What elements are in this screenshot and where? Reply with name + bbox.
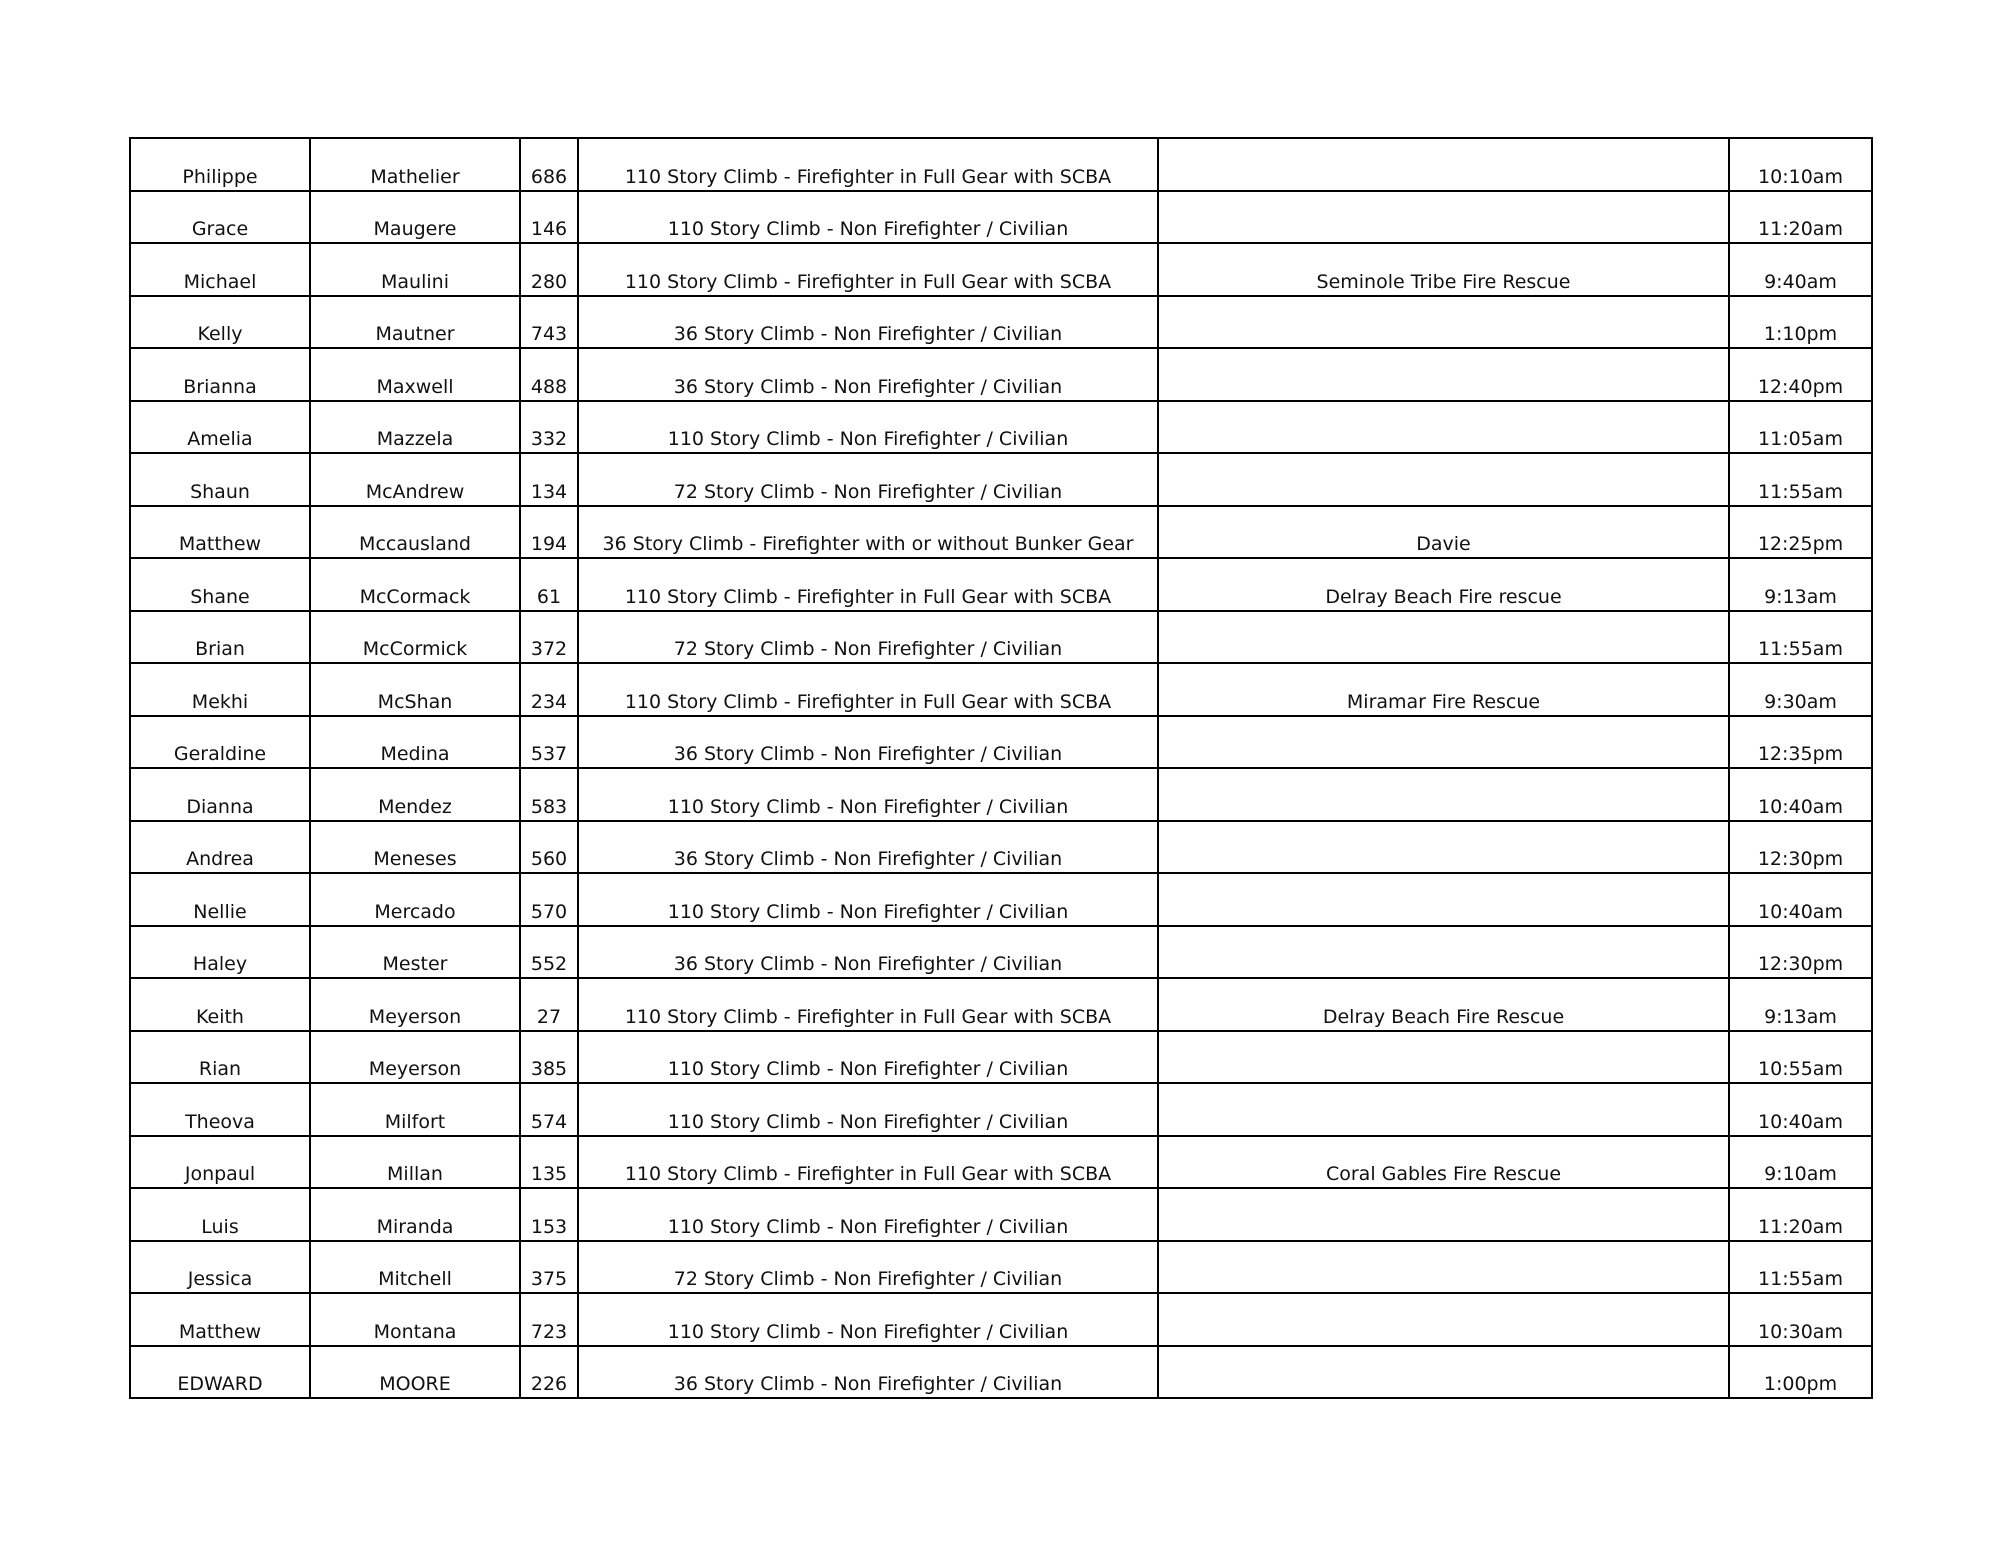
- first-name-cell: Shaun: [130, 453, 310, 506]
- table-row: [130, 1346, 1872, 1399]
- event-cell: 110 Story Climb - Firefighter in Full Gear with SCBA: [578, 978, 1158, 1031]
- first-name-cell: Keith: [130, 978, 310, 1031]
- last-name-cell: MOORE: [310, 1346, 520, 1399]
- start-time-cell: 9:10am: [1729, 1136, 1872, 1189]
- event-cell: 110 Story Climb - Non Firefighter / Civilian: [578, 873, 1158, 926]
- event-cell: 36 Story Climb - Non Firefighter / Civilian: [578, 716, 1158, 769]
- first-name-cell: Mekhi: [130, 663, 310, 716]
- event-cell: 110 Story Climb - Non Firefighter / Civilian: [578, 191, 1158, 244]
- department-cell: [1158, 191, 1729, 244]
- department-cell: Davie: [1158, 506, 1729, 559]
- first-name-cell: Andrea: [130, 821, 310, 874]
- start-time-cell: 10:10am: [1729, 138, 1872, 191]
- last-name-cell: Milfort: [310, 1083, 520, 1136]
- department-cell: [1158, 821, 1729, 874]
- first-name-cell: Dianna: [130, 768, 310, 821]
- event-cell: 110 Story Climb - Non Firefighter / Civilian: [578, 1293, 1158, 1346]
- department-cell: Delray Beach Fire Rescue: [1158, 978, 1729, 1031]
- bib-number-cell: 134: [520, 453, 578, 506]
- event-cell: 110 Story Climb - Non Firefighter / Civilian: [578, 1031, 1158, 1084]
- event-cell: 110 Story Climb - Firefighter in Full Gear with SCBA: [578, 663, 1158, 716]
- bib-number-cell: 135: [520, 1136, 578, 1189]
- bib-number-cell: 560: [520, 821, 578, 874]
- start-time-cell: 9:30am: [1729, 663, 1872, 716]
- bib-number-cell: 570: [520, 873, 578, 926]
- table-row: [130, 1031, 1872, 1084]
- department-cell: [1158, 1293, 1729, 1346]
- start-time-cell: 11:55am: [1729, 1241, 1872, 1294]
- table-row: [130, 138, 1872, 191]
- event-cell: 36 Story Climb - Non Firefighter / Civilian: [578, 926, 1158, 979]
- start-time-cell: 12:30pm: [1729, 821, 1872, 874]
- bib-number-cell: 234: [520, 663, 578, 716]
- table-row: [130, 296, 1872, 349]
- participant-table: [129, 137, 1873, 1399]
- event-cell: 110 Story Climb - Firefighter in Full Gear with SCBA: [578, 558, 1158, 611]
- table-row: [130, 1293, 1872, 1346]
- last-name-cell: Millan: [310, 1136, 520, 1189]
- first-name-cell: Amelia: [130, 401, 310, 454]
- table-row: [130, 716, 1872, 769]
- table-row: [130, 1188, 1872, 1241]
- first-name-cell: EDWARD: [130, 1346, 310, 1399]
- department-cell: [1158, 611, 1729, 664]
- table-row: [130, 663, 1872, 716]
- last-name-cell: McCormick: [310, 611, 520, 664]
- last-name-cell: Mathelier: [310, 138, 520, 191]
- start-time-cell: 10:40am: [1729, 873, 1872, 926]
- table-row: [130, 873, 1872, 926]
- department-cell: Seminole Tribe Fire Rescue: [1158, 243, 1729, 296]
- bib-number-cell: 385: [520, 1031, 578, 1084]
- bib-number-cell: 686: [520, 138, 578, 191]
- event-cell: 110 Story Climb - Non Firefighter / Civilian: [578, 1188, 1158, 1241]
- table-row: [130, 926, 1872, 979]
- table-row: [130, 243, 1872, 296]
- bib-number-cell: 332: [520, 401, 578, 454]
- start-time-cell: 11:05am: [1729, 401, 1872, 454]
- department-cell: [1158, 768, 1729, 821]
- first-name-cell: Luis: [130, 1188, 310, 1241]
- event-cell: 72 Story Climb - Non Firefighter / Civilian: [578, 1241, 1158, 1294]
- event-cell: 36 Story Climb - Non Firefighter / Civilian: [578, 296, 1158, 349]
- start-time-cell: 12:40pm: [1729, 348, 1872, 401]
- first-name-cell: Shane: [130, 558, 310, 611]
- event-cell: 110 Story Climb - Firefighter in Full Gear with SCBA: [578, 138, 1158, 191]
- bib-number-cell: 61: [520, 558, 578, 611]
- bib-number-cell: 375: [520, 1241, 578, 1294]
- event-cell: 110 Story Climb - Non Firefighter / Civilian: [578, 768, 1158, 821]
- department-cell: [1158, 1188, 1729, 1241]
- table-row: [130, 768, 1872, 821]
- event-cell: 36 Story Climb - Non Firefighter / Civilian: [578, 821, 1158, 874]
- bib-number-cell: 146: [520, 191, 578, 244]
- first-name-cell: Matthew: [130, 1293, 310, 1346]
- table-row: [130, 453, 1872, 506]
- event-cell: 72 Story Climb - Non Firefighter / Civilian: [578, 453, 1158, 506]
- last-name-cell: Meneses: [310, 821, 520, 874]
- last-name-cell: McAndrew: [310, 453, 520, 506]
- department-cell: Delray Beach Fire rescue: [1158, 558, 1729, 611]
- department-cell: [1158, 1031, 1729, 1084]
- start-time-cell: 12:25pm: [1729, 506, 1872, 559]
- table-row: [130, 558, 1872, 611]
- table-row: [130, 348, 1872, 401]
- table-row: [130, 401, 1872, 454]
- table-row: [130, 1083, 1872, 1136]
- department-cell: [1158, 401, 1729, 454]
- last-name-cell: Meyerson: [310, 978, 520, 1031]
- start-time-cell: 12:30pm: [1729, 926, 1872, 979]
- first-name-cell: Jessica: [130, 1241, 310, 1294]
- start-time-cell: 12:35pm: [1729, 716, 1872, 769]
- start-time-cell: 11:20am: [1729, 1188, 1872, 1241]
- table-row: [130, 1136, 1872, 1189]
- table-row: [130, 978, 1872, 1031]
- first-name-cell: Jonpaul: [130, 1136, 310, 1189]
- last-name-cell: Maulini: [310, 243, 520, 296]
- start-time-cell: 1:00pm: [1729, 1346, 1872, 1399]
- department-cell: [1158, 1346, 1729, 1399]
- last-name-cell: Mazzela: [310, 401, 520, 454]
- first-name-cell: Nellie: [130, 873, 310, 926]
- bib-number-cell: 194: [520, 506, 578, 559]
- start-time-cell: 10:40am: [1729, 1083, 1872, 1136]
- last-name-cell: McShan: [310, 663, 520, 716]
- first-name-cell: Matthew: [130, 506, 310, 559]
- first-name-cell: Theova: [130, 1083, 310, 1136]
- start-time-cell: 1:10pm: [1729, 296, 1872, 349]
- start-time-cell: 9:40am: [1729, 243, 1872, 296]
- start-time-cell: 10:30am: [1729, 1293, 1872, 1346]
- start-time-cell: 10:55am: [1729, 1031, 1872, 1084]
- last-name-cell: Meyerson: [310, 1031, 520, 1084]
- bib-number-cell: 537: [520, 716, 578, 769]
- first-name-cell: Haley: [130, 926, 310, 979]
- department-cell: [1158, 453, 1729, 506]
- participant-table-body: [130, 138, 1872, 1398]
- start-time-cell: 10:40am: [1729, 768, 1872, 821]
- last-name-cell: Maxwell: [310, 348, 520, 401]
- event-cell: 110 Story Climb - Firefighter in Full Gear with SCBA: [578, 1136, 1158, 1189]
- first-name-cell: Brian: [130, 611, 310, 664]
- bib-number-cell: 280: [520, 243, 578, 296]
- last-name-cell: Miranda: [310, 1188, 520, 1241]
- last-name-cell: McCormack: [310, 558, 520, 611]
- bib-number-cell: 552: [520, 926, 578, 979]
- start-time-cell: 11:55am: [1729, 453, 1872, 506]
- event-cell: 72 Story Climb - Non Firefighter / Civilian: [578, 611, 1158, 664]
- bib-number-cell: 723: [520, 1293, 578, 1346]
- department-cell: Coral Gables Fire Rescue: [1158, 1136, 1729, 1189]
- department-cell: [1158, 926, 1729, 979]
- first-name-cell: Rian: [130, 1031, 310, 1084]
- department-cell: [1158, 138, 1729, 191]
- start-time-cell: 9:13am: [1729, 978, 1872, 1031]
- department-cell: [1158, 348, 1729, 401]
- first-name-cell: Kelly: [130, 296, 310, 349]
- event-cell: 110 Story Climb - Firefighter in Full Gear with SCBA: [578, 243, 1158, 296]
- start-time-cell: 11:20am: [1729, 191, 1872, 244]
- event-cell: 110 Story Climb - Non Firefighter / Civilian: [578, 401, 1158, 454]
- table-row: [130, 506, 1872, 559]
- last-name-cell: Maugere: [310, 191, 520, 244]
- bib-number-cell: 372: [520, 611, 578, 664]
- first-name-cell: Michael: [130, 243, 310, 296]
- department-cell: Miramar Fire Rescue: [1158, 663, 1729, 716]
- first-name-cell: Grace: [130, 191, 310, 244]
- bib-number-cell: 27: [520, 978, 578, 1031]
- event-cell: 110 Story Climb - Non Firefighter / Civilian: [578, 1083, 1158, 1136]
- bib-number-cell: 488: [520, 348, 578, 401]
- department-cell: [1158, 873, 1729, 926]
- bib-number-cell: 226: [520, 1346, 578, 1399]
- start-time-cell: 9:13am: [1729, 558, 1872, 611]
- bib-number-cell: 574: [520, 1083, 578, 1136]
- start-time-cell: 11:55am: [1729, 611, 1872, 664]
- last-name-cell: Mendez: [310, 768, 520, 821]
- table-row: [130, 1241, 1872, 1294]
- last-name-cell: Montana: [310, 1293, 520, 1346]
- department-cell: [1158, 1241, 1729, 1294]
- last-name-cell: Mautner: [310, 296, 520, 349]
- bib-number-cell: 153: [520, 1188, 578, 1241]
- event-cell: 36 Story Climb - Firefighter with or without Bunker Gear: [578, 506, 1158, 559]
- last-name-cell: Mester: [310, 926, 520, 979]
- table-row: [130, 611, 1872, 664]
- department-cell: [1158, 296, 1729, 349]
- event-cell: 36 Story Climb - Non Firefighter / Civilian: [578, 1346, 1158, 1399]
- department-cell: [1158, 716, 1729, 769]
- event-cell: 36 Story Climb - Non Firefighter / Civilian: [578, 348, 1158, 401]
- table-row: [130, 191, 1872, 244]
- last-name-cell: Mercado: [310, 873, 520, 926]
- bib-number-cell: 743: [520, 296, 578, 349]
- department-cell: [1158, 1083, 1729, 1136]
- first-name-cell: Brianna: [130, 348, 310, 401]
- table-row: [130, 821, 1872, 874]
- first-name-cell: Geraldine: [130, 716, 310, 769]
- last-name-cell: Mitchell: [310, 1241, 520, 1294]
- last-name-cell: Medina: [310, 716, 520, 769]
- first-name-cell: Philippe: [130, 138, 310, 191]
- bib-number-cell: 583: [520, 768, 578, 821]
- last-name-cell: Mccausland: [310, 506, 520, 559]
